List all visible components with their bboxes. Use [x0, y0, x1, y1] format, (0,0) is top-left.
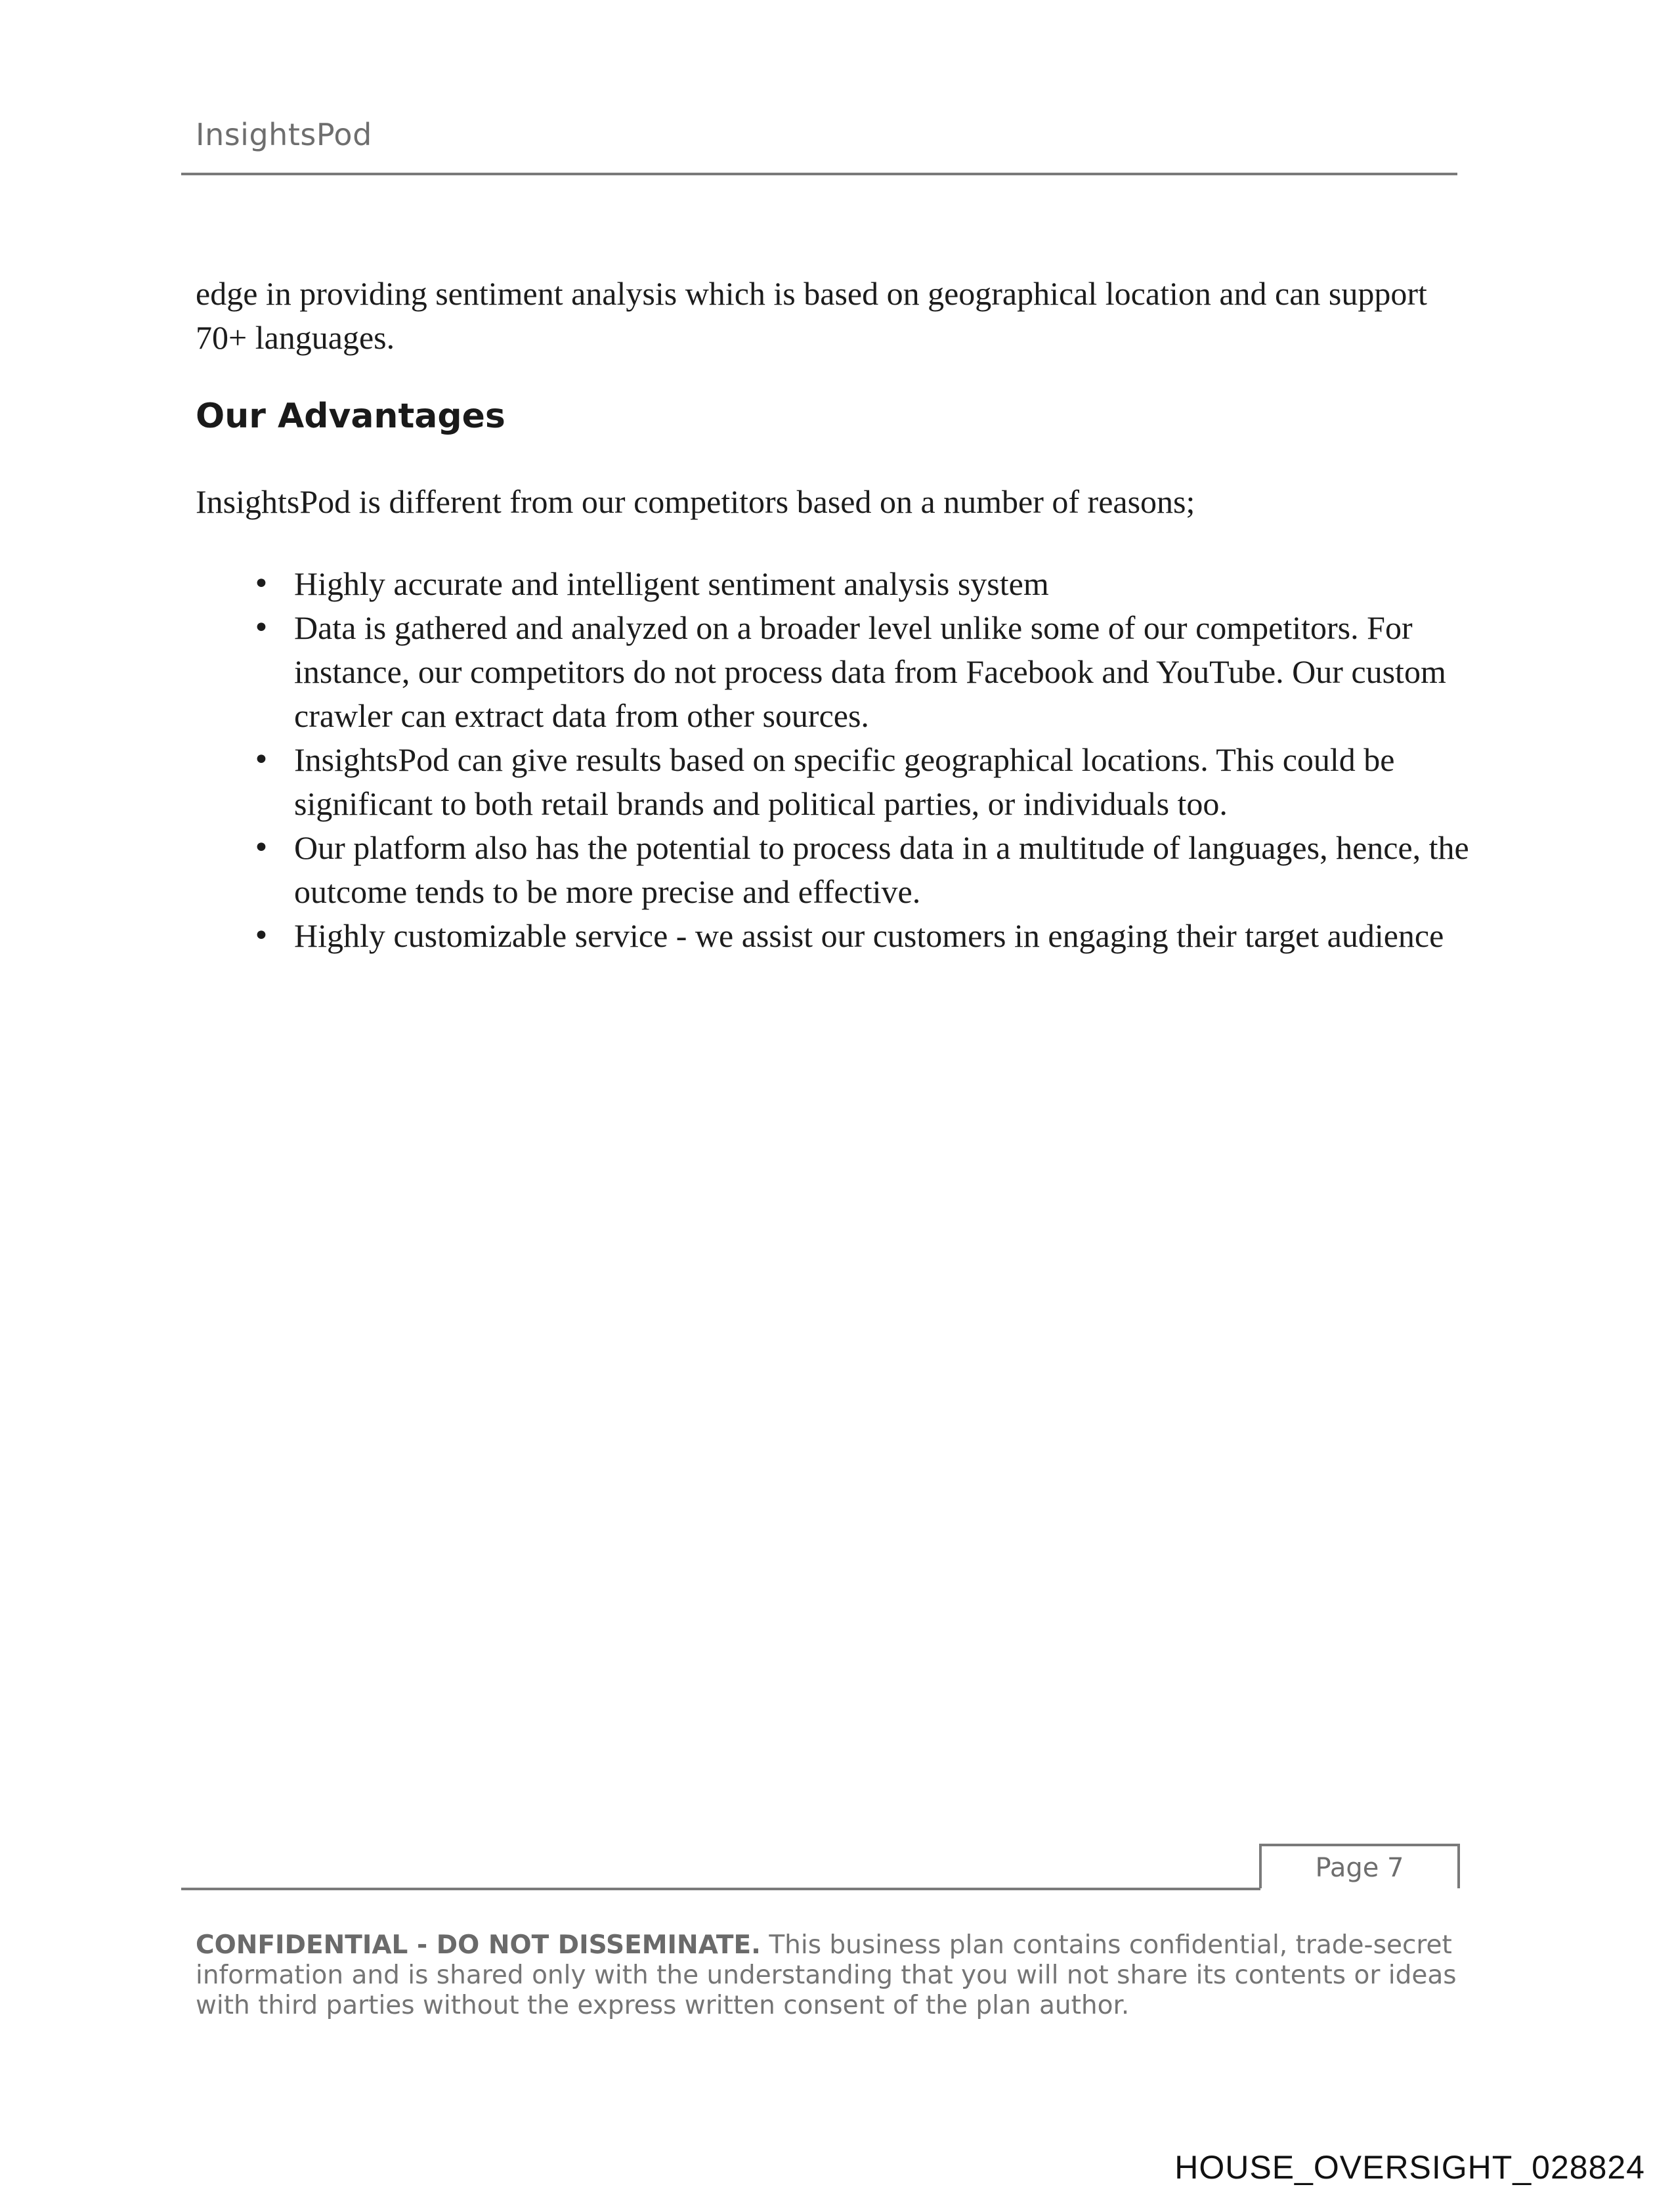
list-item — [196, 562, 1502, 606]
bullet-icon: • — [253, 743, 270, 777]
confidentiality-notice — [196, 1930, 1482, 2021]
list-item-text: Our platform also has the potential to process data in a multitude of languages, hence, the outcome tends to be more precise and effective. — [294, 829, 1469, 910]
advantages-list — [196, 562, 1502, 958]
bates-number: HOUSE_OVERSIGHT_028824 — [1174, 2149, 1645, 2186]
intro-paragraph: edge in providing sentiment analysis which is based on geographical location and can support 70+ languages. — [196, 275, 1427, 356]
list-item — [196, 606, 1502, 738]
bullet-icon: • — [253, 919, 270, 953]
footer-divider — [181, 1888, 1260, 1890]
header-divider — [181, 173, 1457, 175]
lead-paragraph: InsightsPod is different from our competitors based on a number of reasons; — [196, 483, 1195, 520]
list-item-text: Data is gathered and analyzed on a broader level unlike some of our competitors. For instance, our competitors do not process data from Facebook and YouTube. Our custom crawler can extract data from other sources. — [294, 609, 1446, 734]
page-number: Page 7 — [1315, 1853, 1404, 1883]
list-item-text: InsightsPod can give results based on specific geographical locations. This could be significant to both retail brands and political parties, or individuals too. — [294, 741, 1395, 822]
bullet-icon: • — [253, 831, 270, 865]
list-item-text: Highly customizable service - we assist our customers in engaging their target audience — [294, 917, 1444, 954]
page-number-box — [1259, 1844, 1460, 1888]
page-header-title: InsightsPod — [196, 117, 372, 152]
confidentiality-text: This business plan contains confidential, trade-secret information and is shared only with the understanding that you will not share its contents or ideas with third parties without the express written consent of the plan author. — [196, 1930, 1457, 2020]
list-item — [196, 738, 1502, 826]
list-item-text: Highly accurate and intelligent sentiment analysis system — [294, 565, 1049, 602]
section-heading: Our Advantages — [196, 397, 505, 436]
list-item — [196, 826, 1502, 914]
confidentiality-lead: CONFIDENTIAL - DO NOT DISSEMINATE. — [196, 1930, 761, 1960]
bullet-icon: • — [253, 611, 270, 645]
bullet-icon: • — [253, 567, 270, 601]
list-item — [196, 914, 1502, 958]
